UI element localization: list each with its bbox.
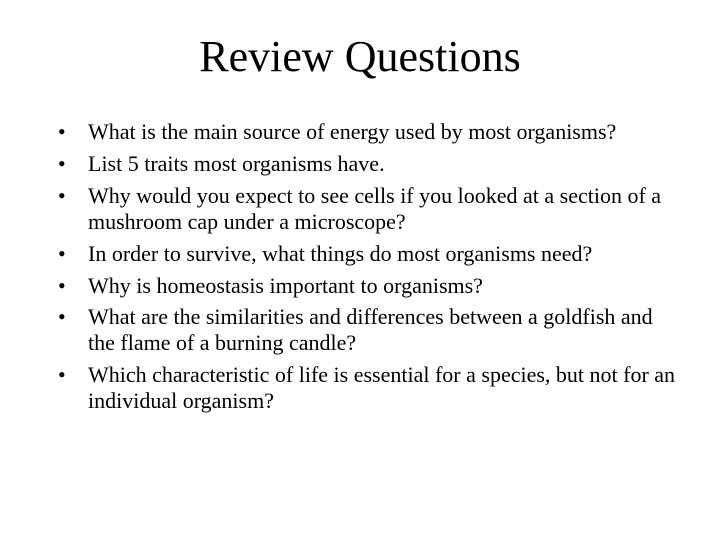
question-list <box>58 119 678 420</box>
question-text: What are the similarities and differences between a goldfish and the flame of a burning candle? <box>88 304 653 356</box>
list-item <box>58 183 678 235</box>
list-item <box>58 304 678 356</box>
question-text: Why is homeostasis important to organisms? <box>88 272 483 298</box>
bullet-icon: • <box>58 362 66 388</box>
bullet-icon: • <box>58 119 66 144</box>
question-text: In order to survive, what things do most organisms need? <box>88 240 593 266</box>
question-text: List 5 traits most organisms have. <box>88 150 385 176</box>
question-text: Why would you expect to see cells if you looked at a section of a mushroom cap under a microscope? <box>88 182 662 234</box>
question-text: What is the main source of energy used by most organisms? <box>88 119 617 144</box>
list-item <box>58 362 678 414</box>
slide-title: Review Questions <box>199 32 521 81</box>
bullet-icon: • <box>58 304 66 330</box>
bullet-icon: • <box>58 240 66 266</box>
bullet-icon: • <box>58 182 66 208</box>
list-item <box>58 151 678 177</box>
bullet-icon: • <box>58 272 66 298</box>
list-item <box>58 273 678 299</box>
list-item <box>58 241 678 267</box>
question-text: Which characteristic of life is essential for a species, but not for an individual organism? <box>88 362 676 414</box>
bullet-icon: • <box>58 150 66 176</box>
list-item <box>58 119 678 145</box>
